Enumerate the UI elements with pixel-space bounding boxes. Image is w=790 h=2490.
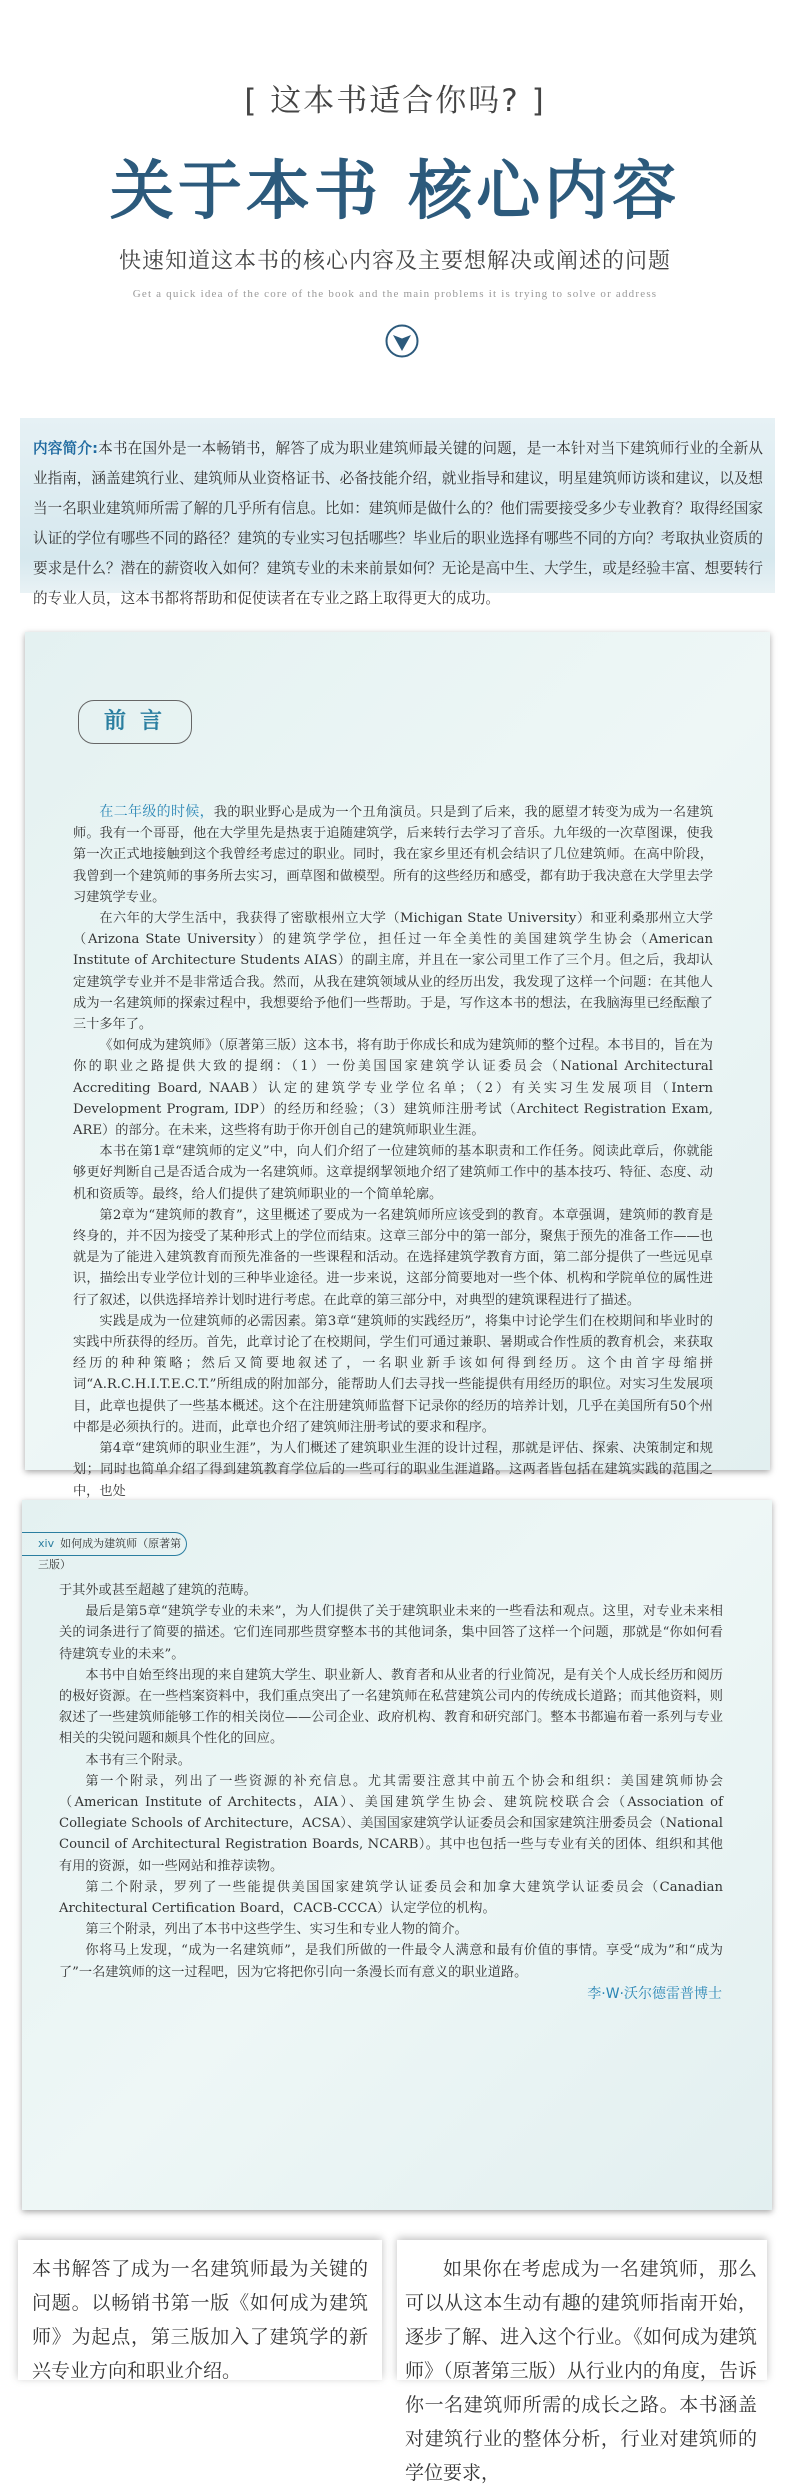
summary-card-left [18,2240,382,2380]
paragraph: 《如何成为建筑师》（原著第三版）这本书，将有助于你成长和成为建筑师的整个过程。本书目的，旨在为你的职业之路提供大致的提纲：（1）一份美国国家建筑学认证委员会（National Architectural Accrediting Board, NAAB）认定的建筑学专业学位名单；（2）有关实习生发展项目（Intern Development Program, IDP）的经历和经验；（3）建筑师注册考试（Architect Registration Exam, ARE）的部分。在未来，这些将有助于你开创自己的建筑师职业生涯。 [73,1038,713,1139]
author-signature: 李·W·沃尔德雷普博士 [587,1986,722,2002]
paragraph: 实践是成为一位建筑师的必需因素。第3章“建筑师的实践经历”，将集中讨论学生们在校期间和毕业时的实践中所获得的经历。首先，此章讨论了在校期间，学生们可通过兼职、暑期或合作性质的教育机会，来获取经历的种种策略；然后又简要地叙述了，一名职业新手该如何得到经历。这个由首字母缩拼词“A.R.C.H.I.T.E.C.T.”所组成的附加部分，能帮助人们去寻找一些能提供有用经历的职位。对实习生发展项目，此章也提供了一些基本概述。这个在注册建筑师监督下记录你的经历的培养计划，几乎在美国所有50个州中都是必须执行的。进而，此章也介绍了建筑师注册考试的要求和程序。 [73,1313,713,1435]
running-header [22,1532,187,1571]
paragraph: 于其外或甚至超越了建筑的范畴。 [59,1583,257,1598]
page-title: 关于本书 核心内容 [109,154,681,229]
paragraph-lead: 在二年级的时候， [99,804,214,820]
paragraph: 本书在第1章“建筑师的定义”中，向人们介绍了一位建筑师的基本职责和工作任务。阅读此章后，你就能够更好判断自己是否适合成为一名建筑师。这章提纲挈领地介绍了建筑师工作中的基本技巧、特征、态度、动机和资质等。最终，给人们提供了建筑师职业的一个简单轮廓。 [73,1144,713,1202]
paragraph: 最后是第5章“建筑学专业的未来”，为人们提供了关于建筑职业未来的一些看法和观点。这里，对专业未来相关的词条进行了简要的描述。它们连同那些贯穿整本书的其他词条，集中回答了这样一个问题，那就是“你如何看待建筑专业的未来”。 [59,1604,723,1662]
preface-body-continued [59,1580,723,1983]
summary-card-right [397,2240,767,2484]
paragraph: 第4章“建筑师的职业生涯”，为人们概述了建筑职业生涯的设计过程，那就是评估、探索、决策制定和规划；同时也简单介绍了得到建筑教育学位后的一些可行的职业生涯道路。这两者皆包括在建筑实践的范围之中，也处 [73,1441,713,1499]
content-summary-text: 本书在国外是一本畅销书，解答了成为职业建筑师最关键的问题，是一本针对当下建筑师行业的全新从业指南，涵盖建筑行业、建筑师从业资格证书、必备技能介绍，就业指导和建议，明星建筑师访谈和建议，以及想当一名职业建筑师所需了解的几乎所有信息。比如：建筑师是做什么的？他们需要接受多少专业教育？取得经国家认证的学位有哪些不同的路径？建筑的专业实习包括哪些？毕业后的职业选择有哪些不同的方向？考取执业资质的要求是什么？潜在的薪资收入如何？建筑专业的未来前景如何？无论是高中生、大学生，或是经验丰富、想要转行的专业人员，这本书都将帮助和促使读者在专业之路上取得更大的成功。 [33,440,763,607]
page-subtitle-english: Get a quick idea of the core of the book and the main problems it is trying to solve or address [132,288,658,300]
paragraph: 第一个附录，列出了一些资源的补充信息。尤其需要注意其中前五个协会和组织：美国建筑师协会（American Institute of Architects，AIA）、美国建筑学生协会、建筑院校联合会（Association of Collegiate Schools of Architecture，ACSA）、美国国家建筑学认证委员会和国家建筑注册委员会（National Council of Architectural Registration Boards, NCARB）。其中也包括一些与专业有关的团体、组织和其他有用的资源，如一些网站和推荐读物。 [59,1773,723,1874]
content-summary-label: 内容简介: [33,440,98,457]
paragraph: 在六年的大学生活中，我获得了密歇根州立大学（Michigan State University）和亚利桑那州立大学（Arizona State University）的建筑学学位，担任过一年全美性的美国建筑学生协会（American Institute of Architecture Students AIAS）的副主席，并且在一家公司里工作了三个月。但之后，我却认定建筑学专业并不是非常适合我。然而，从我在建筑领域从业的经历出发，我发现了这样一个问题：在其他人成为一名建筑师的探索过程中，我想要给予他们一些帮助。于是，写作这本书的想法，在我脑海里已经酝酿了三十多年了。 [73,911,713,1033]
preface-heading: 前言 [78,700,192,744]
card-text: 如果你在考虑成为一名建筑师，那么可以从这本生动有趣的建筑师指南开始，逐步了解、进入这个行业。《如何成为建筑师》（原著第三版）从行业内的角度，告诉你一名建筑师所需的成长之路。本书涵盖对建筑行业的整体分析，行业对建筑师的学位要求， [405,2258,757,2484]
page-number: xiv [38,1537,55,1550]
book-title: 如何成为建筑师（原著第三版） [38,1537,182,1571]
card-text: 本书解答了成为一名建筑师最为关键的问题。以畅销书第一版《如何成为建筑师》为起点，第三版加入了建筑学的新兴专业方向和职业介绍。 [32,2258,368,2382]
preface-body [73,802,713,1502]
content-summary-box [20,418,775,607]
chevron-down-circle-icon [385,324,419,358]
paragraph: 你将马上发现，“成为一名建筑师”，是我们所做的一件最令人满意和最有价值的事情。享受“成为”和“成为了”一名建筑师的这一过程吧，因为它将把你引向一条漫长而有意义的职业道路。 [59,1943,723,1980]
paragraph [73,802,713,908]
paragraph: 第二个附录，罗列了一些能提供美国国家建筑学认证委员会和加拿大建筑学认证委员会（Canadian Architectural Certification Board，CACB-CCCA）认定学位的机构。 [59,1879,723,1917]
paragraph-text: 我的职业野心是成为一个丑角演员。只是到了后来，我的愿望才转变为成为一名建筑师。我有一个哥哥，他在大学里先是热衷于追随建筑学，后来转行去学习了音乐。九年级的一次草图课，使我第一次正式地接触到这个我曾经考虑过的职业。同时，我在家乡里还有机会结识了几位建筑师。在高中阶段，我曾到一个建筑师的事务所去实习，画草图和做模型。所有的这些经历和感受，都有助于我决意在大学里去学习建筑学专业。 [73,805,714,905]
paragraph: 第2章为“建筑师的教育”，这里概述了要成为一名建筑师所应该受到的教育。本章强调，建筑师的教育是终身的，并不因为接受了某种形式上的学位而结束。这章三部分中的第一部分，聚焦于预先的准备工作——也就是为了能进入建筑教育而预先准备的一些课程和活动。在选择建筑学教育方面，第二部分提供了一些远见卓识，描绘出专业学位计划的三种毕业途径。进一步来说，这部分简要地对一些个体、机构和学院单位的属性进行了叙述，以供选择培养计划时进行考虑。在此章的第三部分中，对典型的建筑课程进行了描述。 [73,1207,713,1308]
page-subtitle: 快速知道这本书的核心内容及主要想解决或阐述的问题 [118,249,671,274]
section-question-title: [ 这本书适合你吗? ] [244,83,546,119]
paragraph: 本书有三个附录。 [85,1752,191,1768]
paragraph: 本书中自始至终出现的来自建筑大学生、职业新人、教育者和从业者的行业简况，是有关个人成长经历和阅历的极好资源。在一些档案资料中，我们重点突出了一名建筑师在私营建筑公司内的传统成长道路；而其他资料，则叙述了一些建筑师能够工作的相关岗位——公司企业、政府机构、教育和研究部门。整本书都遍布着一系列与专业相关的尖锐问题和颇具个性化的回应。 [59,1667,723,1747]
paragraph: 第三个附录，列出了本书中这些学生、实习生和专业人物的简介。 [85,1922,468,1938]
